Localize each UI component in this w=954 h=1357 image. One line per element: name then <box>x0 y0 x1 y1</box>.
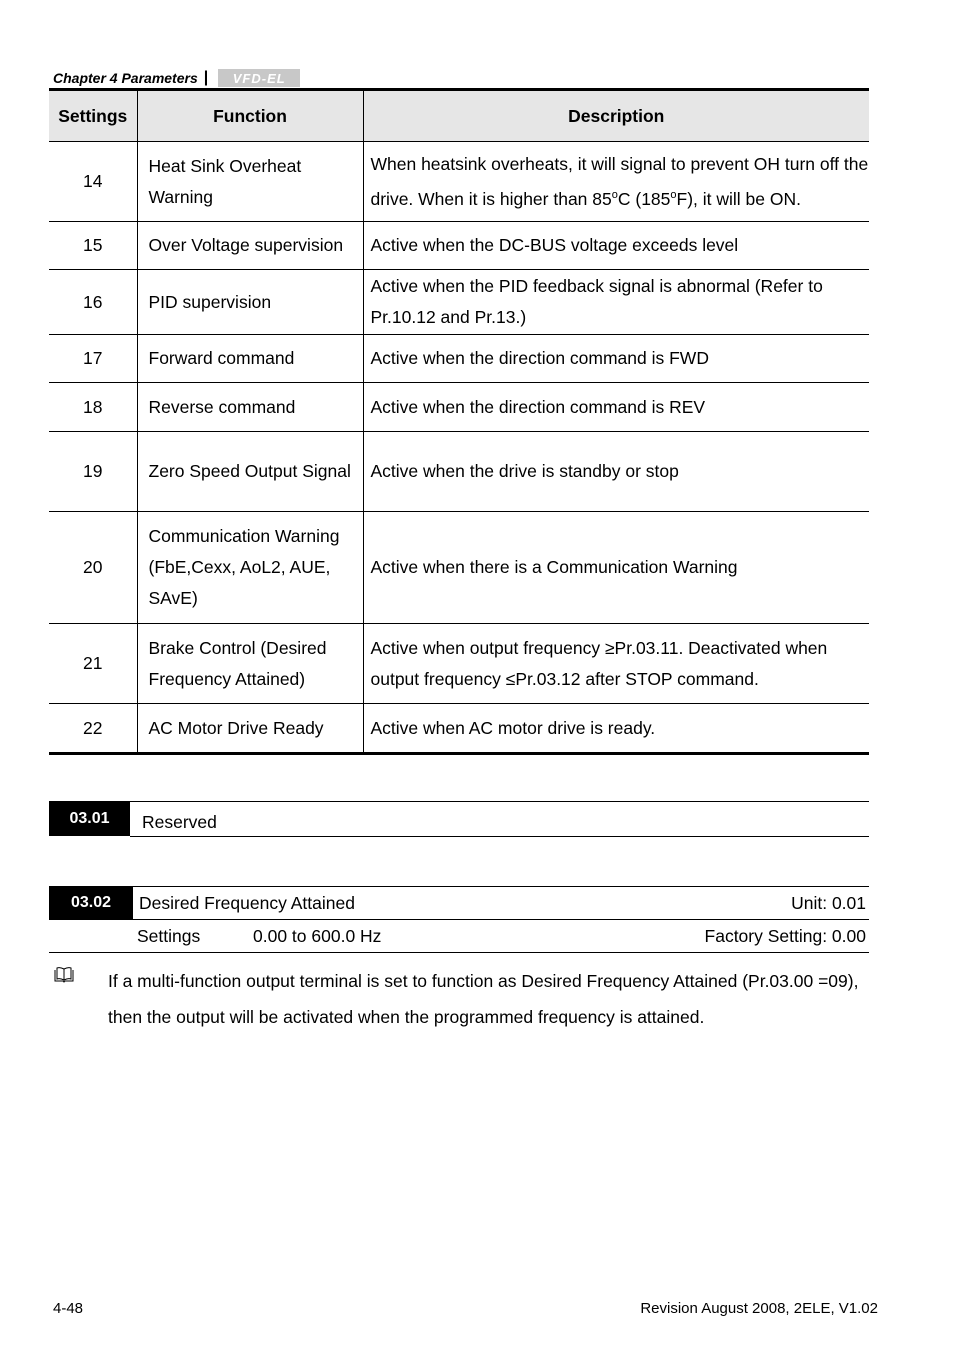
factory-setting: Factory Setting: 0.00 <box>704 926 866 946</box>
param-0302-block <box>49 886 869 954</box>
setting-cell: 15 <box>49 222 137 270</box>
header-description: Description <box>363 90 869 142</box>
degree-sup: o <box>611 188 618 201</box>
table-row <box>49 270 869 335</box>
divider <box>130 836 869 837</box>
description-cell: Active when the drive is standby or stop <box>363 432 869 512</box>
function-cell: Forward command <box>137 335 363 383</box>
description-cell: Active when the direction command is REV <box>363 383 869 432</box>
book-icon <box>54 967 74 983</box>
function-cell: Zero Speed Output Signal <box>137 432 363 512</box>
divider <box>49 919 869 920</box>
param-code-badge: 03.01 <box>49 801 130 836</box>
settings-table <box>49 88 869 755</box>
table-row <box>49 335 869 383</box>
divider <box>49 801 869 802</box>
function-cell: AC Motor Drive Ready <box>137 704 363 754</box>
header-function: Function <box>137 90 363 142</box>
description-cell <box>363 142 869 222</box>
setting-cell: 19 <box>49 432 137 512</box>
divider <box>49 952 869 953</box>
page-number: 4-48 <box>53 1300 84 1317</box>
description-cell: Active when the DC-BUS voltage exceeds level <box>363 222 869 270</box>
param-code-badge: 03.02 <box>49 887 133 919</box>
description-text: C (185 <box>617 188 671 209</box>
vfd-el-logo: VFD-EL <box>218 69 300 87</box>
description-cell: Active when the PID feedback signal is abnormal (Refer to Pr.10.12 and Pr.13.) <box>363 270 869 335</box>
settings-range: 0.00 to 600.0 Hz <box>253 926 382 946</box>
divider <box>49 886 869 887</box>
param-unit: Unit: 0.01 <box>791 893 866 913</box>
function-cell: Brake Control (Desired Frequency Attained) <box>137 624 363 704</box>
function-cell: Reverse command <box>137 383 363 432</box>
setting-cell: 17 <box>49 335 137 383</box>
page-header <box>53 68 300 88</box>
param-name: Reserved <box>142 812 217 832</box>
table-row <box>49 142 869 222</box>
setting-cell: 20 <box>49 512 137 624</box>
function-cell: Heat Sink Overheat Warning <box>137 142 363 222</box>
function-cell: Over Voltage supervision <box>137 222 363 270</box>
table-row <box>49 624 869 704</box>
description-text: F), it will be ON. <box>676 188 801 209</box>
param-0301-block <box>49 801 869 839</box>
description-cell: Active when the direction command is FWD <box>363 335 869 383</box>
degree-sup: o <box>670 188 677 201</box>
description-cell: Active when there is a Communication Warning <box>363 512 869 624</box>
table-row <box>49 383 869 432</box>
settings-label: Settings <box>137 926 201 946</box>
table-row <box>49 432 869 512</box>
note-text: If a multi-function output terminal is set to function as Desired Frequency Attained (Pr.03.00 =09), then the output will be activated when the programmed frequency is attained. <box>108 971 859 1027</box>
revision-text: Revision August 2008, 2ELE, V1.02 <box>640 1300 878 1317</box>
table-row <box>49 222 869 270</box>
table-row <box>49 704 869 754</box>
setting-cell: 16 <box>49 270 137 335</box>
setting-cell: 14 <box>49 142 137 222</box>
header-settings: Settings <box>49 90 137 142</box>
chapter-title: Chapter 4 Parameters <box>53 70 198 86</box>
table-row <box>49 512 869 624</box>
description-cell: Active when AC motor drive is ready. <box>363 704 869 754</box>
function-cell: Communication Warning (FbE,Cexx, AoL2, AUE, SAvE) <box>137 512 363 624</box>
setting-cell: 21 <box>49 624 137 704</box>
setting-cell: 18 <box>49 383 137 432</box>
setting-cell: 22 <box>49 704 137 754</box>
header-separator: | <box>203 69 209 86</box>
description-cell: Active when output frequency ≥Pr.03.11. Deactivated when output frequency ≤Pr.03.12 after STOP command. <box>363 624 869 704</box>
param-name: Desired Frequency Attained <box>139 893 355 913</box>
table-header-row <box>49 90 869 142</box>
description-text: When heatsink overheats, it will signal to prevent OH turn off the drive. When it is higher than 85 <box>370 153 869 209</box>
function-cell: PID supervision <box>137 270 363 335</box>
